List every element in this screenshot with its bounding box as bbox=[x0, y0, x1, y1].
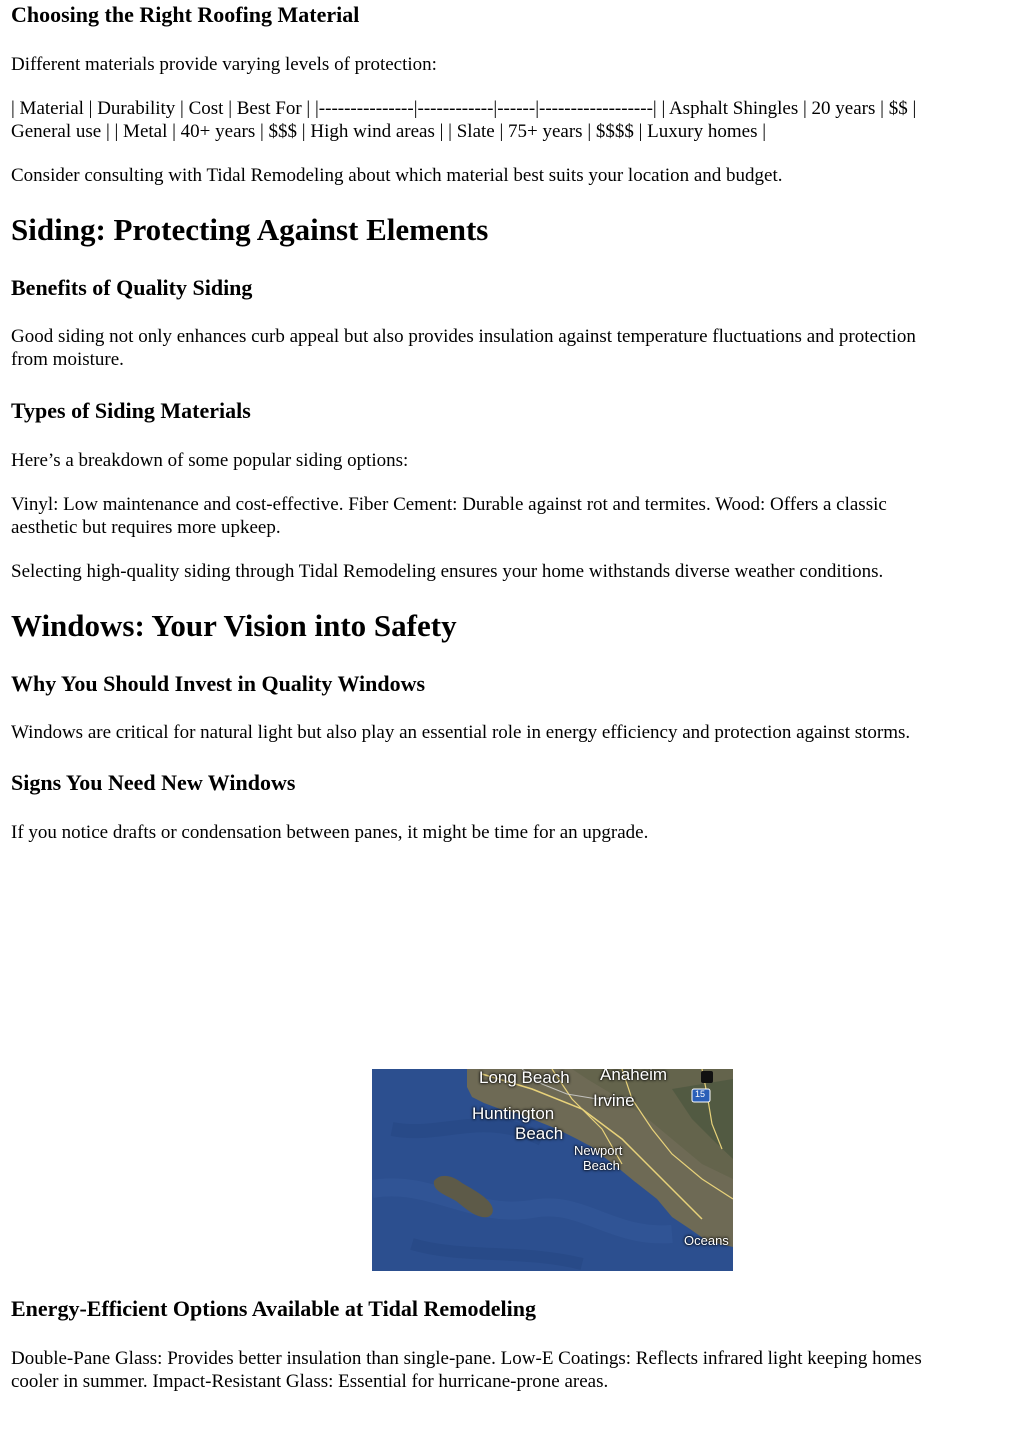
map-highway-shield-label: 15 bbox=[695, 1089, 706, 1099]
map-label-huntington: Huntington bbox=[472, 1104, 555, 1123]
roofing-heading: Choosing the Right Roofing Material bbox=[11, 2, 360, 27]
map-label-oceanside: Oceans bbox=[684, 1233, 729, 1248]
siding-heading: Siding: Protecting Against Elements bbox=[11, 212, 489, 247]
windows-heading: Windows: Your Vision into Safety bbox=[11, 608, 457, 643]
energy-options-text bbox=[11, 1347, 1011, 1393]
siding-types-line: aesthetic but requires more upkeep. bbox=[11, 517, 281, 538]
siding-types-intro: Here’s a breakdown of some popular siding options: bbox=[11, 450, 409, 471]
map-image bbox=[372, 1069, 733, 1271]
roofing-table-line: General use | | Metal | 40+ years | $$$ | High wind areas | | Slate | 75+ years | $$$$ | Luxury homes | bbox=[11, 121, 767, 142]
energy-options-line: Double-Pane Glass: Provides better insulation than single-pane. Low-E Coatings: Reflects infrared light keeping homes bbox=[11, 1348, 922, 1369]
map-label-anaheim: Anaheim bbox=[600, 1069, 668, 1084]
map-label-newport: Newport bbox=[574, 1143, 623, 1158]
siding-types-line: Vinyl: Low maintenance and cost-effective. Fiber Cement: Durable against rot and termites. Wood: Offers a classic bbox=[11, 494, 887, 515]
siding-benefits-line: from moisture. bbox=[11, 349, 124, 370]
map-label-huntington-beach: Beach bbox=[515, 1124, 564, 1143]
roofing-table-line: | Material | Durability | Cost | Best For | |---------------|------------|------|------------------| | Asphalt Shingles | 20 years | $$ | bbox=[11, 98, 917, 119]
siding-types-list bbox=[11, 493, 1011, 539]
energy-options-line: cooler in summer. Impact-Resistant Glass: Essential for hurricane-prone areas. bbox=[11, 1371, 609, 1392]
roofing-table-text bbox=[11, 97, 1011, 143]
roofing-intro: Different materials provide varying levels of protection: bbox=[11, 54, 437, 75]
siding-benefits-text bbox=[11, 325, 1011, 371]
map-graphic bbox=[372, 1069, 733, 1271]
siding-selecting-text: Selecting high-quality siding through Tidal Remodeling ensures your home withstands diverse weather conditions. bbox=[11, 561, 884, 582]
siding-benefits-heading: Benefits of Quality Siding bbox=[11, 275, 253, 300]
windows-signs-text: If you notice drafts or condensation between panes, it might be time for an upgrade. bbox=[11, 822, 649, 843]
map-label-newport-beach: Beach bbox=[583, 1158, 620, 1173]
siding-types-heading: Types of Siding Materials bbox=[11, 398, 251, 423]
windows-invest-heading: Why You Should Invest in Quality Windows bbox=[11, 671, 426, 696]
siding-benefits-line: Good siding not only enhances curb appeal but also provides insulation against temperature fluctuations and protection bbox=[11, 326, 916, 347]
roofing-consult-text: Consider consulting with Tidal Remodeling about which material best suits your location and budget. bbox=[11, 165, 783, 186]
windows-invest-text: Windows are critical for natural light but also play an essential role in energy efficiency and protection against storms. bbox=[11, 722, 911, 743]
windows-signs-heading: Signs You Need New Windows bbox=[11, 770, 296, 795]
map-label-long-beach: Long Beach bbox=[479, 1069, 570, 1087]
map-label-irvine: Irvine bbox=[593, 1091, 635, 1110]
energy-heading: Energy-Efficient Options Available at Tidal Remodeling bbox=[11, 1296, 536, 1321]
